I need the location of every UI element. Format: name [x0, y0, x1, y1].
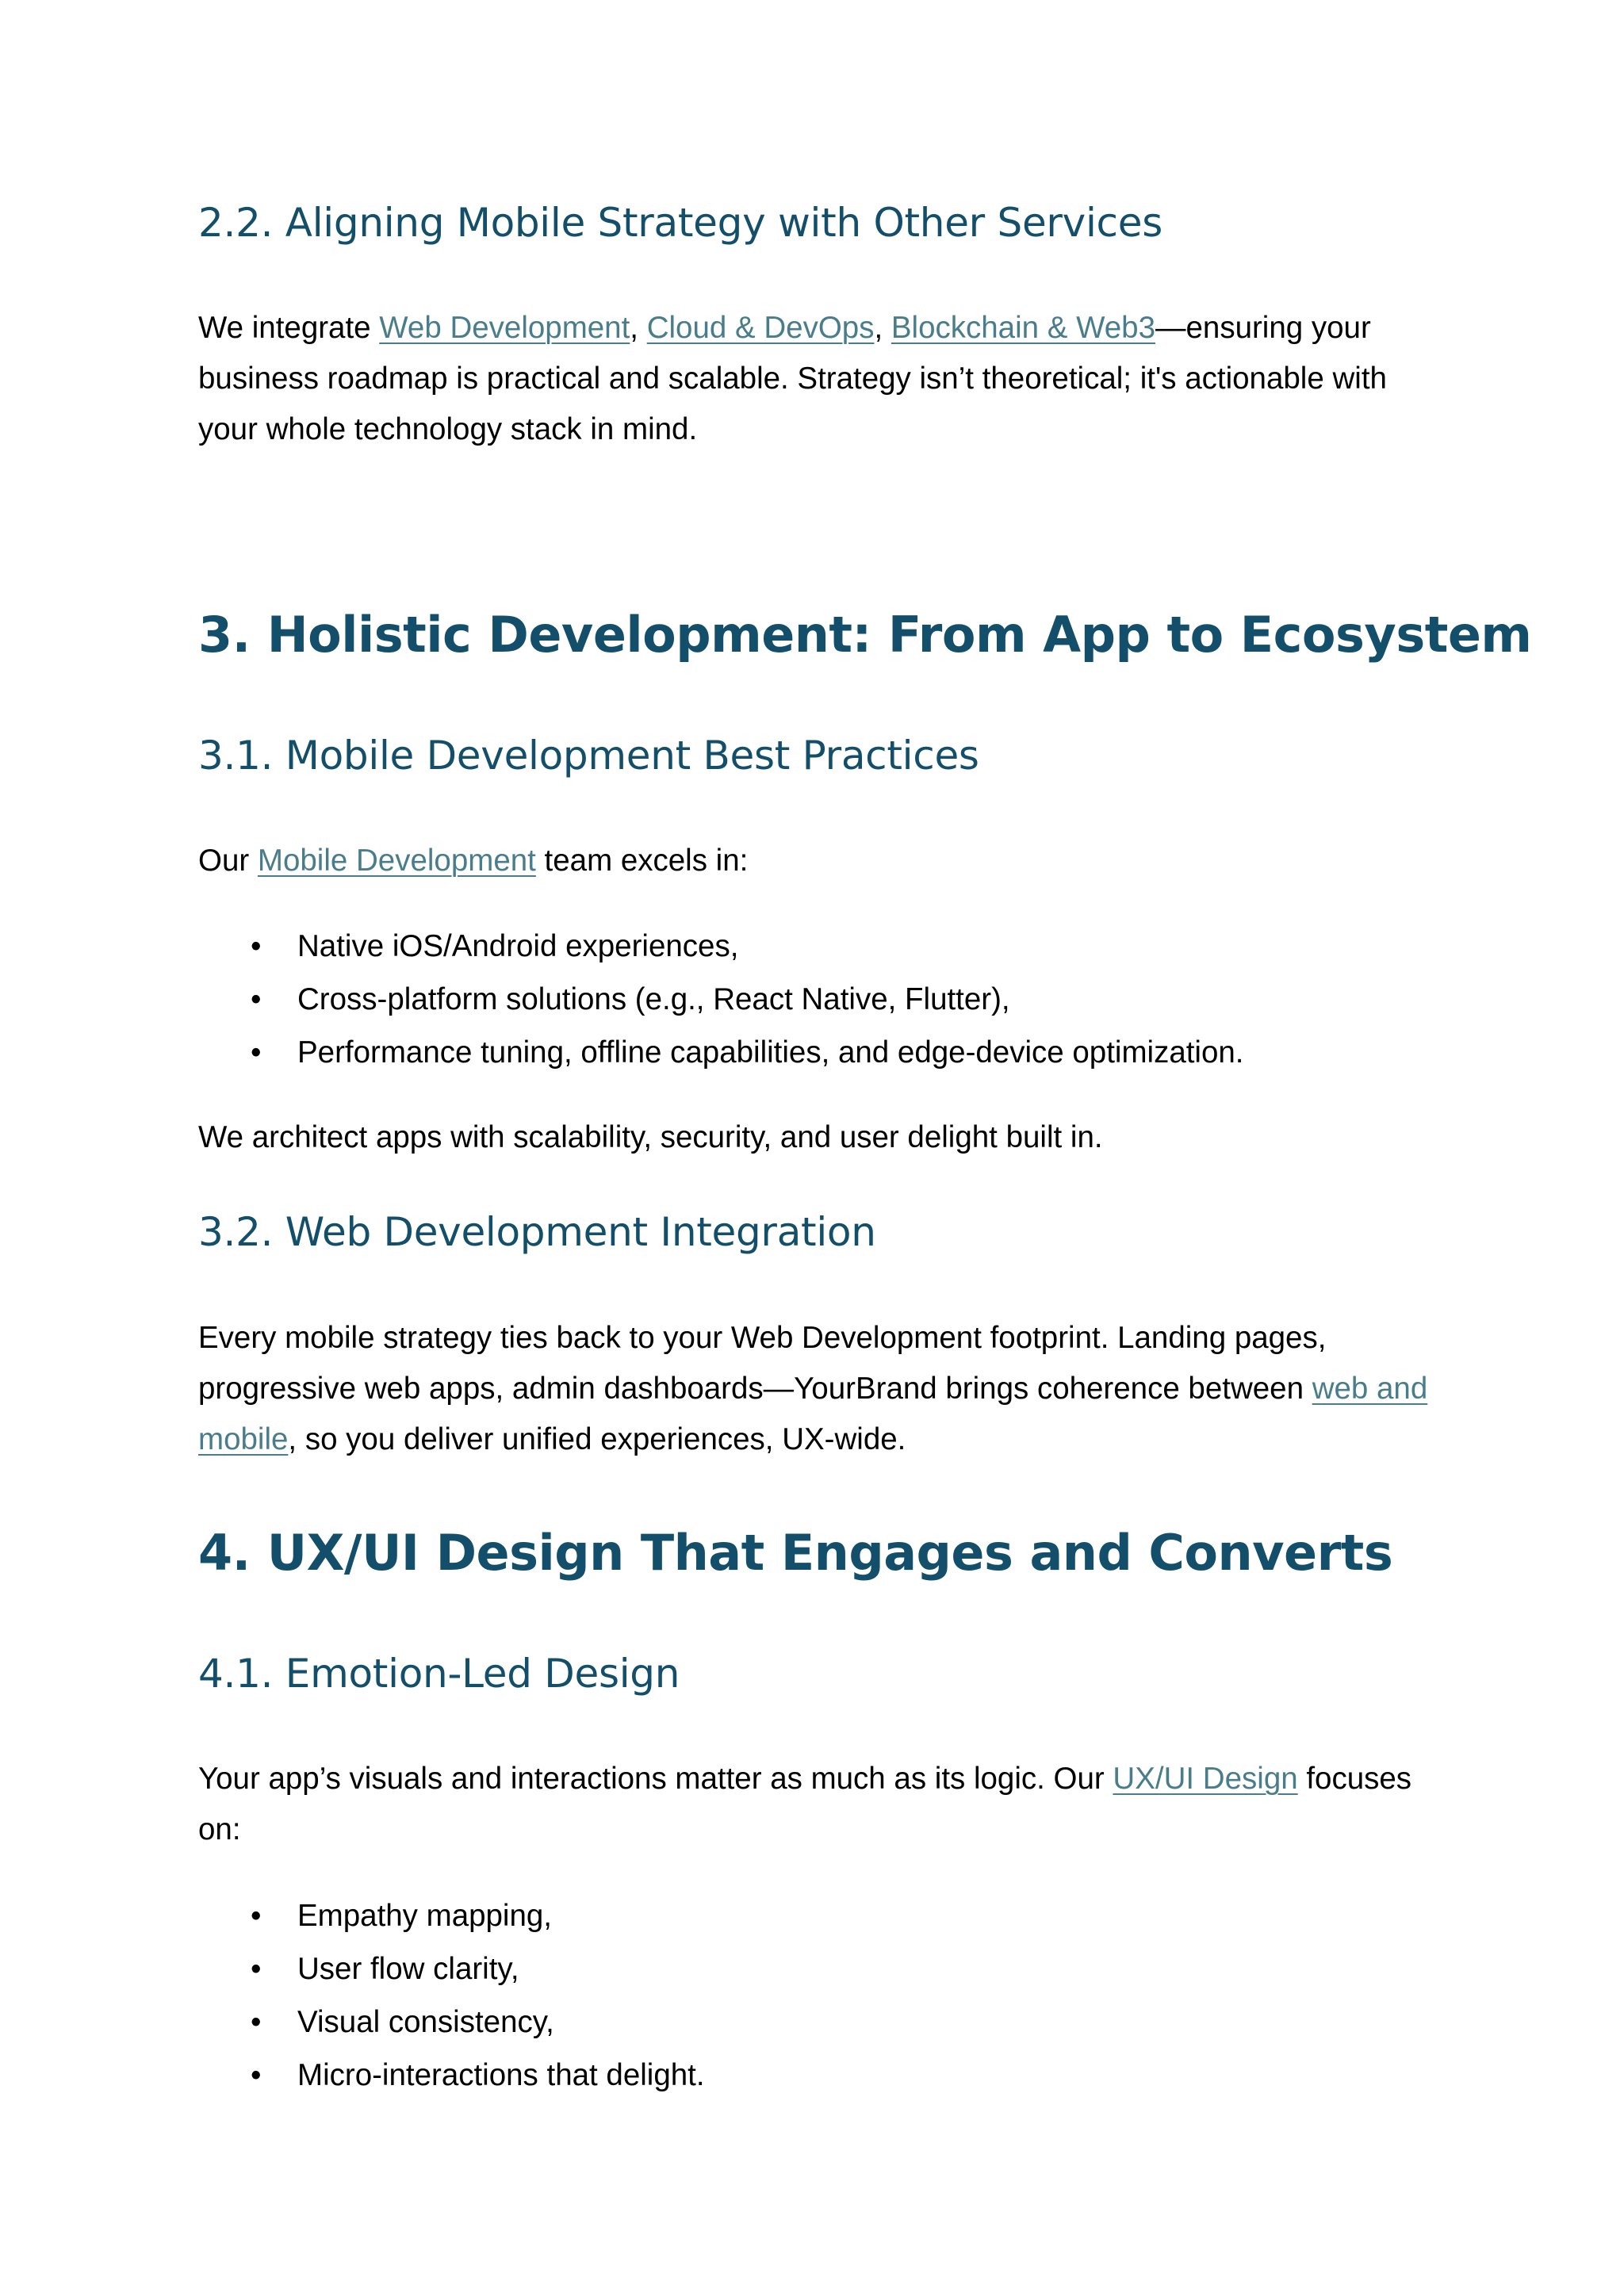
section-3-2-paragraph — [198, 1313, 1435, 1465]
bullet-icon: • — [251, 2058, 262, 2092]
list-item — [198, 973, 1435, 1026]
ux-ui-design-link[interactable]: UX/UI Design — [1113, 1762, 1298, 1796]
list-item — [198, 1889, 1435, 1942]
text-run: , — [874, 311, 891, 345]
section-2-2-paragraph — [198, 303, 1435, 455]
bullet-icon: • — [251, 982, 262, 1016]
blockchain-web3-link[interactable]: Blockchain & Web3 — [891, 311, 1155, 345]
section-2-2-heading: 2.2. Aligning Mobile Strategy with Other Services — [198, 200, 1162, 246]
cloud-devops-link[interactable]: Cloud & DevOps — [646, 311, 875, 345]
list-item-text: User flow clarity, — [297, 1952, 519, 1986]
section-3-1-heading: 3.1. Mobile Development Best Practices — [198, 733, 979, 779]
web-development-link[interactable]: Web Development — [379, 311, 630, 345]
section-4-heading: 4. UX/UI Design That Engages and Converts — [198, 1524, 1393, 1582]
text-run: Our — [198, 844, 258, 878]
list-item-text: Visual consistency, — [297, 2005, 554, 2039]
text-run: team excels in: — [535, 844, 749, 878]
bullet-icon: • — [251, 929, 262, 963]
text-run: focuses on: — [198, 1762, 1412, 1846]
list-item — [198, 920, 1435, 973]
section-3-2-heading: 3.2. Web Development Integration — [198, 1209, 876, 1255]
list-item — [198, 1026, 1435, 1079]
list-item-text: Performance tuning, offline capabilities, and edge-device optimization. — [297, 1035, 1244, 1070]
list-item-text: Empathy mapping, — [297, 1899, 553, 1933]
list-item — [198, 2049, 1435, 2102]
bullet-icon: • — [251, 2005, 262, 2039]
text-run: , — [630, 311, 647, 345]
mobile-development-link[interactable]: Mobile Development — [257, 844, 536, 878]
section-3-1-closing: We architect apps with scalability, security, and user delight built in. — [198, 1120, 1103, 1154]
list-item — [198, 1942, 1435, 1996]
text-run: Your app’s visuals and interactions matter as much as its logic. Our — [198, 1762, 1113, 1796]
section-4-1-bullet-list — [198, 1889, 1435, 2102]
list-item-text: Native iOS/Android experiences, — [297, 929, 739, 963]
list-item — [198, 1996, 1435, 2049]
text-run: Every mobile strategy ties back to your Web Development footprint. Landing pages, progressive web apps, admin dashboards—YourBrand brings coherence between — [198, 1321, 1327, 1406]
bullet-icon: • — [251, 1035, 262, 1070]
text-run: —ensuring your business roadmap is practical and scalable. Strategy isn’t theoretical; it's actionable with your whole technology stack in mind. — [198, 311, 1387, 446]
bullet-icon: • — [251, 1952, 262, 1986]
text-run: , so you deliver unified experiences, UX-wide. — [288, 1422, 906, 1456]
section-3-heading: 3. Holistic Development: From App to Ecosystem — [198, 606, 1532, 664]
section-3-1-paragraph — [198, 836, 1435, 886]
text-run: We integrate — [198, 311, 380, 345]
web-and-mobile-link[interactable]: web and mobile — [198, 1372, 1428, 1456]
list-item-text: Micro-interactions that delight. — [297, 2058, 705, 2092]
section-4-1-heading: 4.1. Emotion-Led Design — [198, 1651, 680, 1697]
list-item-text: Cross-platform solutions (e.g., React Native, Flutter), — [297, 982, 1010, 1016]
bullet-icon: • — [251, 1899, 262, 1933]
section-4-1-paragraph — [198, 1754, 1435, 1855]
section-3-1-bullet-list — [198, 920, 1435, 1079]
